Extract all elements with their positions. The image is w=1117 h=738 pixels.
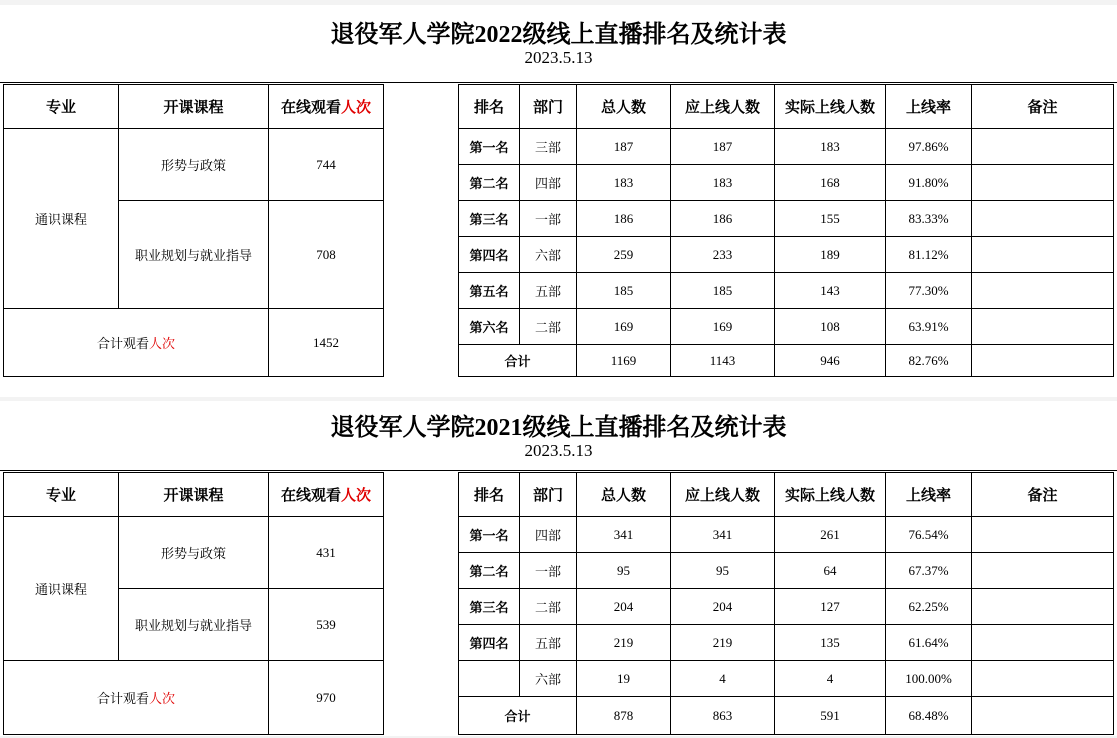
header-course[interactable] [118, 472, 269, 517]
total-row-label-cell[interactable] [458, 344, 577, 377]
row-actual-cell[interactable] [774, 588, 886, 625]
row-dept-cell[interactable] [519, 624, 577, 661]
total-row-rate: 68.48% [908, 707, 949, 723]
row-rate: 61.64% [908, 634, 949, 650]
total-views-cell[interactable] [268, 660, 384, 735]
row-total: 183 [613, 174, 634, 190]
row-total-cell[interactable] [576, 624, 671, 661]
row-rank-cell[interactable] [458, 588, 520, 625]
row-dept: 二部 [534, 321, 561, 336]
row-actual: 108 [820, 318, 840, 334]
table-title: 退役军人学院2022级线上直播排名及统计表 [330, 22, 787, 48]
row-rate: 81.12% [908, 246, 949, 262]
row-expected-cell[interactable] [670, 128, 775, 165]
row-rate-cell[interactable] [885, 588, 972, 625]
row-rank-cell[interactable] [458, 660, 520, 697]
row-rank: 第一名 [469, 141, 509, 156]
row-expected-cell[interactable] [670, 236, 775, 273]
row-rate-cell[interactable] [885, 660, 972, 697]
row-dept: 六部 [534, 249, 561, 264]
major-label: 通识课程 [34, 583, 87, 598]
total-row-expected-cell[interactable] [670, 344, 775, 377]
title-divider [0, 82, 1117, 83]
row-dept-cell[interactable] [519, 308, 577, 345]
row-actual: 4 [826, 670, 834, 686]
row-rank-cell[interactable] [458, 308, 520, 345]
row-expected: 183 [712, 174, 733, 190]
row-expected-cell[interactable] [670, 164, 775, 201]
row-total-cell[interactable] [576, 272, 671, 309]
row-total: 259 [613, 246, 634, 262]
header-major[interactable] [3, 472, 119, 517]
course-views-cell[interactable] [268, 516, 384, 589]
total-row-expected: 1143 [709, 352, 736, 368]
row-dept-cell[interactable] [519, 516, 577, 553]
header-actual-label: 实际上线人数 [784, 98, 875, 116]
row-expected: 341 [712, 526, 733, 542]
row-actual: 127 [820, 598, 840, 614]
row-rate-cell[interactable] [885, 516, 972, 553]
course-name-cell[interactable] [118, 128, 269, 201]
header-rate-label: 上线率 [905, 486, 951, 504]
row-actual-cell[interactable] [774, 516, 886, 553]
row-rate-cell[interactable] [885, 200, 972, 237]
row-rank: 第四名 [469, 249, 509, 264]
row-dept-cell[interactable] [519, 552, 577, 589]
table-date: 2023.5.13 [524, 441, 593, 460]
row-dept: 六部 [534, 673, 561, 688]
header-expected-label: 应上线人数 [684, 98, 760, 116]
row-rank: 第五名 [469, 285, 509, 300]
row-expected-cell[interactable] [670, 200, 775, 237]
row-remark-cell[interactable] [971, 164, 1114, 201]
header-total[interactable] [576, 472, 671, 517]
course-views-cell[interactable] [268, 588, 384, 661]
row-dept-cell[interactable] [519, 236, 577, 273]
row-total-cell[interactable] [576, 552, 671, 589]
header-views-highlight: 人次 [341, 98, 372, 116]
row-remark-cell[interactable] [971, 236, 1114, 273]
row-expected: 95 [716, 562, 729, 578]
row-dept: 三部 [534, 141, 561, 156]
row-actual-cell[interactable] [774, 236, 886, 273]
row-dept: 五部 [534, 637, 561, 652]
row-actual: 261 [820, 526, 840, 542]
total-row-remark-cell[interactable] [971, 344, 1114, 377]
row-rank-cell[interactable] [458, 516, 520, 553]
total-views-highlight: 人次 [149, 337, 176, 352]
header-remark-label: 备注 [1027, 98, 1058, 116]
header-course-label: 开课课程 [163, 98, 224, 116]
row-rank-cell[interactable] [458, 200, 520, 237]
row-total: 169 [613, 318, 634, 334]
total-row-label: 合计 [504, 355, 531, 370]
header-rank[interactable] [458, 84, 520, 129]
row-expected: 186 [712, 210, 733, 226]
row-total: 187 [613, 138, 634, 154]
table-title: 退役军人学院2021级线上直播排名及统计表 [330, 415, 787, 441]
row-rank-cell[interactable] [458, 272, 520, 309]
row-total-cell[interactable] [576, 164, 671, 201]
row-dept-cell[interactable] [519, 272, 577, 309]
total-row-total: 878 [613, 707, 634, 723]
row-expected-cell[interactable] [670, 308, 775, 345]
row-total-cell[interactable] [576, 588, 671, 625]
header-actual-label: 实际上线人数 [784, 486, 875, 504]
header-expected[interactable] [670, 472, 775, 517]
total-row-actual: 946 [820, 352, 840, 368]
row-rank: 第三名 [469, 213, 509, 228]
row-rate-cell[interactable] [885, 236, 972, 273]
row-dept: 一部 [534, 213, 561, 228]
row-remark-cell[interactable] [971, 624, 1114, 661]
total-row-remark-cell[interactable] [971, 696, 1114, 735]
row-rate: 100.00% [905, 670, 952, 686]
major-label: 通识课程 [34, 213, 87, 228]
header-rate-label: 上线率 [905, 98, 951, 116]
row-expected-cell[interactable] [670, 588, 775, 625]
row-dept: 四部 [534, 177, 561, 192]
header-rate[interactable] [885, 472, 972, 517]
row-rate-cell[interactable] [885, 272, 972, 309]
row-expected-cell[interactable] [670, 552, 775, 589]
row-remark-cell[interactable] [971, 272, 1114, 309]
row-total: 204 [613, 598, 634, 614]
header-dept[interactable] [519, 84, 577, 129]
course-name-cell[interactable] [118, 516, 269, 589]
row-rank: 第二名 [469, 177, 509, 192]
row-total-cell[interactable] [576, 308, 671, 345]
header-major-label: 专业 [45, 98, 76, 116]
row-expected-cell[interactable] [670, 660, 775, 697]
total-row-label: 合计 [504, 710, 531, 725]
header-course[interactable] [118, 84, 269, 129]
major-cell[interactable] [3, 128, 119, 309]
title-divider [0, 470, 1117, 471]
row-rank: 第三名 [469, 601, 509, 616]
major-cell[interactable] [3, 516, 119, 661]
row-rate-cell[interactable] [885, 308, 972, 345]
header-views-label: 在线观看 [280, 98, 341, 116]
course-name: 职业规划与就业指导 [134, 249, 252, 264]
header-remark[interactable] [971, 472, 1114, 517]
total-views-value: 1452 [313, 334, 339, 350]
row-dept: 四部 [534, 529, 561, 544]
row-dept-cell[interactable] [519, 660, 577, 697]
total-row-label-cell[interactable] [458, 696, 577, 735]
row-rank-cell[interactable] [458, 624, 520, 661]
header-dept-label: 部门 [532, 486, 563, 504]
row-expected-cell[interactable] [670, 624, 775, 661]
row-actual-cell[interactable] [774, 552, 886, 589]
header-remark-label: 备注 [1027, 486, 1058, 504]
row-dept-cell[interactable] [519, 164, 577, 201]
header-total-label: 总人数 [600, 98, 646, 116]
row-actual-cell[interactable] [774, 272, 886, 309]
row-expected-cell[interactable] [670, 272, 775, 309]
total-views-label: 合计观看 [96, 337, 149, 352]
row-total: 341 [613, 526, 634, 542]
row-rate-cell[interactable] [885, 552, 972, 589]
row-dept: 五部 [534, 285, 561, 300]
total-views-label: 合计观看 [96, 692, 149, 707]
total-row-actual-cell[interactable] [774, 696, 886, 735]
header-major-label: 专业 [45, 486, 76, 504]
row-expected: 233 [712, 246, 733, 262]
header-expected-label: 应上线人数 [684, 486, 760, 504]
header-dept[interactable] [519, 472, 577, 517]
header-rate[interactable] [885, 84, 972, 129]
row-total-cell[interactable] [576, 236, 671, 273]
row-total-cell[interactable] [576, 516, 671, 553]
row-remark-cell[interactable] [971, 128, 1114, 165]
header-major[interactable] [3, 84, 119, 129]
total-row-actual: 591 [820, 707, 840, 723]
row-expected: 187 [712, 138, 733, 154]
row-rate-cell[interactable] [885, 164, 972, 201]
row-total-cell[interactable] [576, 660, 671, 697]
row-rate: 76.54% [908, 526, 949, 542]
row-rate: 97.86% [908, 138, 949, 154]
total-row-rate-cell[interactable] [885, 696, 972, 735]
row-dept: 二部 [534, 601, 561, 616]
row-total: 185 [613, 282, 634, 298]
row-rank-cell[interactable] [458, 552, 520, 589]
header-remark[interactable] [971, 84, 1114, 129]
row-total: 19 [617, 670, 630, 686]
total-views-label-cell[interactable] [3, 308, 269, 377]
row-remark-cell[interactable] [971, 200, 1114, 237]
row-actual-cell[interactable] [774, 660, 886, 697]
row-dept-cell[interactable] [519, 200, 577, 237]
row-total-cell[interactable] [576, 128, 671, 165]
header-views[interactable] [268, 84, 384, 129]
row-actual: 189 [820, 246, 840, 262]
row-total: 95 [617, 562, 630, 578]
header-rank-label: 排名 [473, 486, 504, 504]
row-remark-cell[interactable] [971, 660, 1114, 697]
total-views-highlight: 人次 [149, 692, 176, 707]
row-actual-cell[interactable] [774, 164, 886, 201]
row-remark-cell[interactable] [971, 552, 1114, 589]
total-row-expected-cell[interactable] [670, 696, 775, 735]
header-total-label: 总人数 [600, 486, 646, 504]
header-course-label: 开课课程 [163, 486, 224, 504]
total-row-actual-cell[interactable] [774, 344, 886, 377]
row-actual: 143 [820, 282, 840, 298]
row-expected: 185 [712, 282, 733, 298]
header-actual[interactable] [774, 84, 886, 129]
row-actual: 155 [820, 210, 840, 226]
row-rank: 第二名 [469, 565, 509, 580]
row-rank-cell[interactable] [458, 236, 520, 273]
course-name: 形势与政策 [160, 159, 226, 174]
row-rate: 63.91% [908, 318, 949, 334]
row-actual: 135 [820, 634, 840, 650]
row-dept: 一部 [534, 565, 561, 580]
row-actual-cell[interactable] [774, 308, 886, 345]
header-dept-label: 部门 [532, 98, 563, 116]
row-rate: 62.25% [908, 598, 949, 614]
row-rate: 83.33% [908, 210, 949, 226]
table-date: 2023.5.13 [524, 48, 593, 67]
row-rate-cell[interactable] [885, 128, 972, 165]
course-name-cell[interactable] [118, 200, 269, 309]
row-actual: 168 [820, 174, 840, 190]
total-views-cell[interactable] [268, 308, 384, 377]
course-views-cell[interactable] [268, 128, 384, 201]
row-expected: 204 [712, 598, 733, 614]
row-rank: 第四名 [469, 637, 509, 652]
header-rank-label: 排名 [473, 98, 504, 116]
row-rate-cell[interactable] [885, 624, 972, 661]
course-views-cell[interactable] [268, 200, 384, 309]
row-rate: 67.37% [908, 562, 949, 578]
total-row-total-cell[interactable] [576, 696, 671, 735]
row-expected-cell[interactable] [670, 516, 775, 553]
header-views[interactable] [268, 472, 384, 517]
row-rank: 第六名 [469, 321, 509, 336]
row-actual-cell[interactable] [774, 624, 886, 661]
total-views-value: 970 [316, 689, 336, 705]
row-actual: 183 [820, 138, 840, 154]
row-remark-cell[interactable] [971, 588, 1114, 625]
row-rate: 91.80% [908, 174, 949, 190]
header-rank[interactable] [458, 472, 520, 517]
row-total-cell[interactable] [576, 200, 671, 237]
header-expected[interactable] [670, 84, 775, 129]
row-actual-cell[interactable] [774, 200, 886, 237]
header-views-highlight: 人次 [341, 486, 372, 504]
row-actual: 64 [823, 562, 837, 578]
course-views: 744 [316, 156, 336, 172]
course-name-cell[interactable] [118, 588, 269, 661]
header-views-label: 在线观看 [280, 486, 341, 504]
row-rank-cell[interactable] [458, 128, 520, 165]
row-rate: 77.30% [908, 282, 949, 298]
row-remark-cell[interactable] [971, 308, 1114, 345]
row-rank: 第一名 [469, 529, 509, 544]
row-remark-cell[interactable] [971, 516, 1114, 553]
row-total: 186 [613, 210, 634, 226]
row-total: 219 [613, 634, 634, 650]
row-expected: 4 [719, 670, 726, 686]
course-views: 431 [316, 544, 336, 560]
row-dept-cell[interactable] [519, 588, 577, 625]
row-rank-cell[interactable] [458, 164, 520, 201]
total-row-total: 1169 [610, 352, 637, 368]
course-name: 形势与政策 [160, 547, 226, 562]
row-dept-cell[interactable] [519, 128, 577, 165]
total-row-expected: 863 [712, 707, 733, 723]
course-views: 708 [316, 246, 336, 262]
row-actual-cell[interactable] [774, 128, 886, 165]
total-row-rate-cell[interactable] [885, 344, 972, 377]
total-row-rate: 82.76% [908, 352, 949, 368]
course-name: 职业规划与就业指导 [134, 619, 252, 634]
course-views: 539 [316, 616, 336, 632]
header-actual[interactable] [774, 472, 886, 517]
total-row-total-cell[interactable] [576, 344, 671, 377]
header-total[interactable] [576, 84, 671, 129]
total-views-label-cell[interactable] [3, 660, 269, 735]
row-expected: 169 [712, 318, 733, 334]
row-expected: 219 [712, 634, 733, 650]
